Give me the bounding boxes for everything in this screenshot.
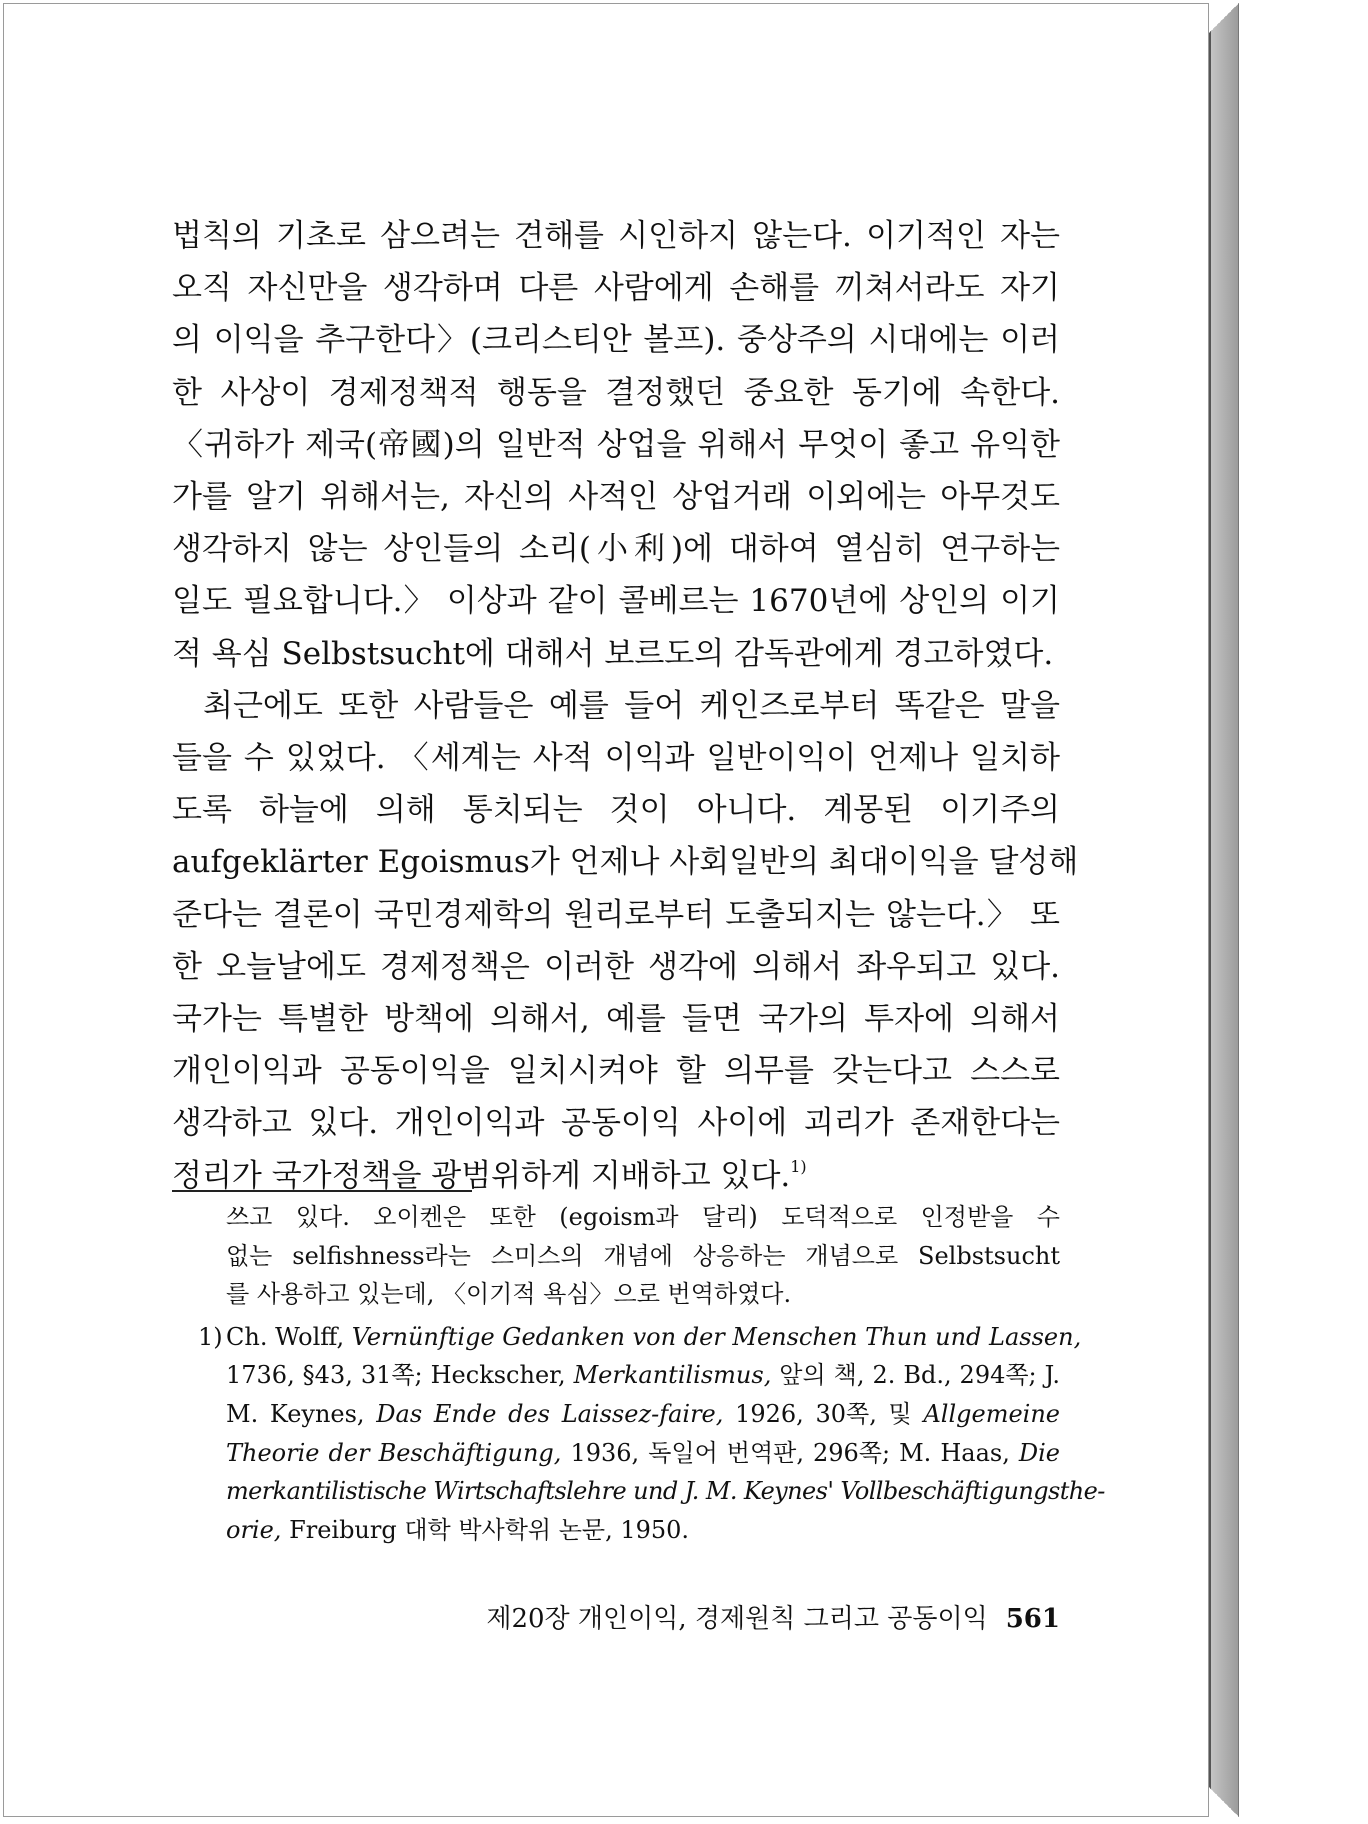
body-line: 국가는 특별한 방책에 의해서, 예를 들면 국가의 투자에 의해서 [172, 1001, 1060, 1038]
footnote-line: 쓰고 있다. 오이켄은 또한 (egoism과 달리) 도덕적으로 인정받을 수 [226, 1203, 1060, 1231]
footnote-text: 앞의 책, 2. Bd., 294쪽; J. [771, 1361, 1061, 1390]
page-number: 561 [1005, 1604, 1060, 1634]
footnote-line: 를 사용하고 있는데, 〈이기적 욕심〉으로 번역하였다. [226, 1280, 792, 1309]
footnote-line [226, 1511, 1060, 1550]
body-line: 한 사상이 경제정책적 행동을 결정했던 중요한 동기에 속한다. [172, 374, 1060, 411]
footnote-title: Theorie der Beschäftigung, [226, 1438, 562, 1467]
body-line: 생각하고 있다. 개인이익과 공동이익 사이에 괴리가 존재한다는 [172, 1105, 1060, 1142]
body-line: 일도 필요합니다.〉 이상과 같이 콜베르는 1670년에 상인의 이기 [172, 583, 1060, 620]
footnote-title: Merkantilismus, [573, 1361, 772, 1390]
page-corner-top [1209, 3, 1239, 33]
body-line: 오직 자신만을 생각하며 다른 사람에게 손해를 끼쳐서라도 자기 [172, 270, 1060, 307]
footnote-number: 1) [198, 1322, 223, 1351]
body-line: 생각하지 않는 상인들의 소리(小利)에 대하여 열심히 연구하는 [172, 531, 1060, 568]
footnote-line [226, 1356, 1060, 1395]
body-line-text: 정리가 국가정책을 광범위하게 지배하고 있다. [172, 1157, 791, 1194]
footnotes [172, 1198, 1105, 1549]
body-line: 한 오늘날에도 경제정책은 이러한 생각에 의해서 좌우되고 있다. [172, 948, 1060, 985]
body-line: 들을 수 있었다. 〈세계는 사적 이익과 일반이익이 언제나 일치하 [172, 740, 1060, 777]
footnote-title: merkantilistische Wirtschaftslehre und J. M. Keynes' Vollbeschäftigungsthe- [226, 1477, 1105, 1506]
footnote-title: Vernünftige Gedanken von der Menschen Thun und Lassen, [351, 1322, 1082, 1351]
page-stack-edge [1209, 3, 1239, 1817]
footnote-line [226, 1472, 1105, 1511]
footnote-1 [172, 1318, 1105, 1550]
body-line: 가를 알기 위해서는, 자신의 사적인 상업거래 이외에는 아무것도 [172, 479, 1060, 516]
footnote-title: Die [1018, 1438, 1060, 1467]
body-line: 준다는 결론이 국민경제학의 원리로부터 도출되지는 않는다.〉 또 [172, 896, 1060, 933]
footnote-separator [172, 1190, 472, 1192]
body-line: 최근에도 또한 사람들은 예를 들어 케인즈로부터 똑같은 말을 [203, 687, 1060, 724]
footnote-title: Allgemeine [923, 1399, 1060, 1428]
running-head: 제20장 개인이익, 경제원칙 그리고 공동이익 [486, 1604, 988, 1634]
body-line: 적 욕심 Selbstsucht에 대해서 보르도의 감독관에게 경고하였다. [172, 635, 1054, 672]
body-line: 〈귀하가 제국(帝國)의 일반적 상업을 위해서 무엇이 좋고 유익한 [172, 426, 1060, 463]
footnote-line [226, 1395, 1060, 1434]
footnote-title: Das Ende des Laissez-faire, [376, 1399, 724, 1428]
page-corner-bottom [1209, 1787, 1239, 1817]
footnote-title: orie, [226, 1515, 282, 1544]
footnote-text: Freiburg 대학 박사학위 논문, 1950. [281, 1515, 690, 1544]
body-line-last [172, 1150, 1060, 1202]
footnote-reference[interactable]: 1) [790, 1156, 807, 1176]
body-text [172, 210, 1079, 1202]
body-line: 개인이익과 공동이익을 일치시켜야 할 의무를 갖는다고 스스로 [172, 1053, 1060, 1090]
footnote-text: Ch. Wolff, [226, 1322, 352, 1351]
page-footer [172, 1598, 1060, 1635]
footnote-continued [172, 1198, 1060, 1314]
body-line: aufgeklärter Egoismus가 언제나 사회일반의 최대이익을 달성해 [172, 844, 1079, 881]
body-line: 도록 하늘에 의해 통치되는 것이 아니다. 계몽된 이기주의 [172, 792, 1060, 829]
footnote-line [226, 1318, 1082, 1357]
footnote-line [226, 1434, 1060, 1473]
footnote-text: 1926, 30쪽, 및 [723, 1399, 924, 1428]
footnote-line: 없는 selfishness라는 스미스의 개념에 상응하는 개념으로 Selbstsucht [226, 1241, 1060, 1270]
body-line: 의 이익을 추구한다〉(크리스티안 볼프). 중상주의 시대에는 이러 [172, 322, 1060, 359]
body-line: 법칙의 기초로 삼으려는 견해를 시인하지 않는다. 이기적인 자는 [172, 218, 1060, 254]
footnote-text: 1936, 독일어 번역판, 296쪽; M. Haas, [561, 1438, 1019, 1467]
footnote-text: 1736, §43, 31쪽; Heckscher, [226, 1361, 574, 1390]
footnote-text: M. Keynes, [226, 1399, 377, 1428]
